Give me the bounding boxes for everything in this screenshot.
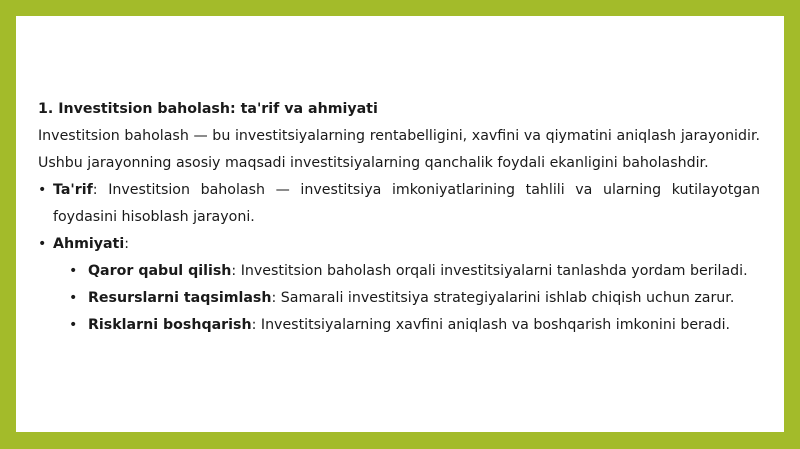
bullet-item-tarif [38, 177, 760, 231]
sub-bullet-item-resurslar [38, 285, 760, 312]
bullet-term: Ta'rif [53, 182, 93, 198]
sub-bullet-text: : Investitsiyalarning xavfini aniqlash va boshqarish imkonini beradi. [251, 317, 731, 333]
sub-bullet-text: : Samarali investitsiya strategiyalarini ishlab chiqish uchun zarur. [271, 290, 735, 306]
intro-paragraph: Investitsion baholash — bu investitsiyalarning rentabelligini, xavfini va qiymatini aniqlash jarayonidir. Ushbu jarayonning asosiy maqsadi investitsiyalarning qanchalik foydali ekanligini baholashdir. [38, 128, 760, 171]
sub-bullet-term: Resurslarni taqsimlash [88, 290, 272, 306]
sub-bullet-term: Risklarni boshqarish [88, 317, 252, 333]
bullet-list [38, 177, 760, 258]
slide-canvas [16, 16, 784, 432]
sub-bullet-term: Qaror qabul qilish [88, 263, 232, 279]
bullet-text: : Investitsion baholash — investitsiya imkoniyatlarining tahlili va ularning kutilayotgan foydasini hisoblash jarayoni. [53, 182, 760, 225]
sub-bullet-item-qaror [38, 258, 760, 285]
slide-content [38, 96, 760, 339]
sub-bullet-list [38, 258, 760, 339]
section-heading: 1. Investitsion baholash: ta'rif va ahmiyati [38, 101, 378, 117]
bullet-term: Ahmiyati [53, 236, 125, 252]
sub-bullet-text: : Investitsion baholash orqali investitsiyalarni tanlashda yordam beriladi. [231, 263, 748, 279]
bullet-item-ahmiyati [38, 231, 760, 258]
bullet-text: : [124, 236, 129, 252]
sub-bullet-item-risklar [38, 312, 760, 339]
